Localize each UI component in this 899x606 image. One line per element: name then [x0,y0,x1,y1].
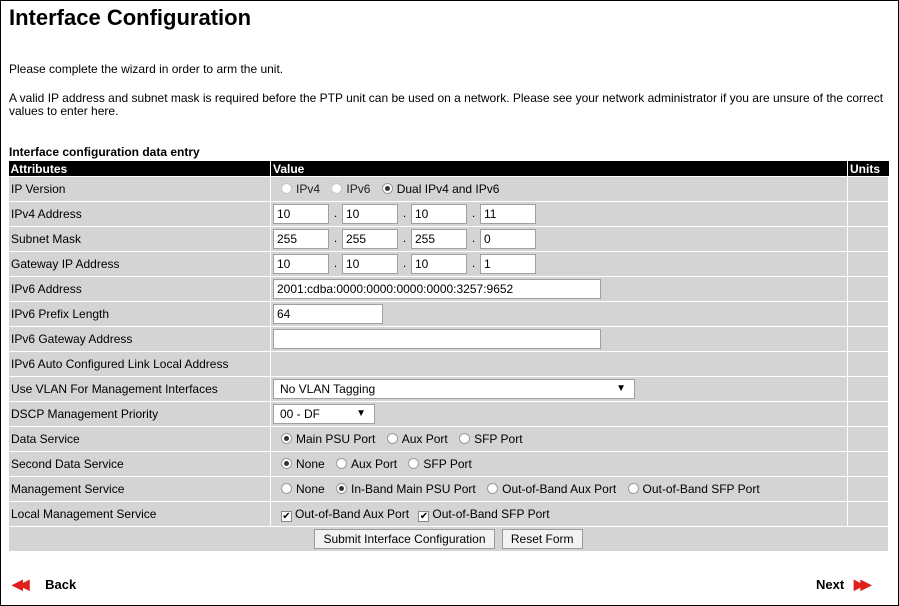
ipv6-prefix-input[interactable]: 64 [273,304,383,324]
local-mgmt-oob-sfp-label: Out-of-Band SFP Port [432,506,550,521]
ip-version-value [271,177,848,202]
header-units: Units [848,161,889,177]
management-service-oob-aux-label: Out-of-Band Aux Port [502,482,617,496]
ip-version-ipv6-label: IPv6 [346,182,371,196]
form-buttons-cell [9,527,889,552]
dscp-value [271,402,848,427]
gateway-octet-3-input[interactable]: 10 [411,254,467,274]
ipv4-address-units [848,202,889,227]
ipv6-address-units [848,277,889,302]
page-title: Interface Configuration [9,5,252,30]
data-service-label: Data Service [9,427,271,452]
ip-version-dual-label: Dual IPv4 and IPv6 [396,182,500,196]
vlan-label: Use VLAN For Management Interfaces [9,377,271,402]
subnet-octet-3-input[interactable]: 255 [411,229,467,249]
table-caption: Interface configuration data entry [9,145,200,159]
subnet-mask-value: 255 . 255 . 255 . 0 [271,227,848,252]
row-local-management-service [9,502,889,527]
header-attributes: Attributes [9,161,271,177]
data-service-units [848,427,889,452]
ipv6-gateway-label: IPv6 Gateway Address [9,327,271,352]
intro-text: Please complete the wizard in order to arm the unit. [9,62,284,76]
row-ipv6-link-local [9,352,889,377]
subnet-octet-2-input[interactable]: 255 [342,229,398,249]
reset-form-button[interactable]: Reset Form [502,529,583,549]
table-header-row [9,161,889,177]
dscp-label: DSCP Management Priority [9,402,271,427]
submit-interface-configuration-button[interactable]: Submit Interface Configuration [314,529,494,549]
ipv4-address-value: 10 . 10 . 10 . 11 [271,202,848,227]
subnet-octet-4-input[interactable]: 0 [480,229,536,249]
second-data-service-units [848,452,889,477]
row-ipv4-address [9,202,889,227]
row-form-buttons [9,527,889,552]
gateway-octet-2-input[interactable]: 10 [342,254,398,274]
ipv6-link-local-value [271,352,848,377]
management-service-none-label: None [296,482,325,496]
ipv6-prefix-units [848,302,889,327]
subnet-octet-1-input[interactable]: 255 [273,229,329,249]
ip-version-dual-radio[interactable] [382,183,393,194]
ipv6-gateway-value [271,327,848,352]
row-gateway-ip [9,252,889,277]
row-subnet-mask [9,227,889,252]
row-ipv6-prefix [9,302,889,327]
row-management-service [9,477,889,502]
ipv4-octet-2-input[interactable]: 10 [342,204,398,224]
ipv6-gateway-input[interactable] [273,329,601,349]
gateway-ip-value: 10 . 10 . 10 . 1 [271,252,848,277]
ipv6-link-local-units [848,352,889,377]
ipv4-octet-4-input[interactable]: 11 [480,204,536,224]
ipv6-address-value [271,277,848,302]
data-service-main-psu-label: Main PSU Port [296,432,376,446]
ipv6-prefix-value [271,302,848,327]
local-management-service-label: Local Management Service [9,502,271,527]
description-text: A valid IP address and subnet mask is required before the PTP unit can be used on a network. Please see your network administrator if you are unsure of the correct values to enter here. [9,91,884,118]
gateway-ip-units [848,252,889,277]
data-service-aux-radio[interactable] [387,433,398,444]
ipv6-address-label: IPv6 Address [9,277,271,302]
ipv6-address-input[interactable]: 2001:cdba:0000:0000:0000:0000:3257:9652 [273,279,601,299]
header-value: Value [271,161,848,177]
interface-config-table [8,161,889,552]
vlan-select-value: No VLAN Tagging [280,382,376,396]
management-service-oob-aux-radio[interactable] [487,483,498,494]
data-service-sfp-label: SFP Port [474,432,523,446]
ipv6-prefix-label: IPv6 Prefix Length [9,302,271,327]
management-service-inband-label: In-Band Main PSU Port [351,482,476,496]
vlan-select[interactable] [273,379,635,399]
second-data-service-none-label: None [296,457,325,471]
row-second-data-service [9,452,889,477]
next-link[interactable] [816,576,867,593]
ip-version-ipv4-radio[interactable] [281,183,292,194]
local-management-service-units [848,502,889,527]
second-data-service-aux-label: Aux Port [351,457,398,471]
vlan-units [848,377,889,402]
row-dscp [9,402,889,427]
row-data-service [9,427,889,452]
vlan-value [271,377,848,402]
management-service-oob-sfp-label: Out-of-Band SFP Port [642,482,760,496]
data-service-main-psu-radio[interactable] [281,433,292,444]
ip-version-ipv4-label: IPv4 [296,182,321,196]
dscp-select-value: 00 - DF [280,407,321,421]
ip-version-units [848,177,889,202]
double-arrow-right-icon: ▶▶ [853,576,868,592]
management-service-inband-radio[interactable] [336,483,347,494]
second-data-service-sfp-radio[interactable] [408,458,419,469]
second-data-service-sfp-label: SFP Port [423,457,472,471]
management-service-oob-sfp-radio[interactable] [628,483,639,494]
row-ipv6-gateway [9,327,889,352]
local-management-service-value [271,502,848,527]
second-data-service-aux-radio[interactable] [336,458,347,469]
second-data-service-none-radio[interactable] [281,458,292,469]
dscp-select[interactable] [273,404,375,424]
ipv4-octet-1-input[interactable]: 10 [273,204,329,224]
row-vlan [9,377,889,402]
double-arrow-left-icon: ◀◀ [12,576,26,592]
ipv6-gateway-units [848,327,889,352]
ipv4-address-label: IPv4 Address [9,202,271,227]
chevron-down-icon: ▼ [356,408,366,419]
row-ipv6-address [9,277,889,302]
subnet-mask-label: Subnet Mask [9,227,271,252]
management-service-units [848,477,889,502]
data-service-sfp-radio[interactable] [459,433,470,444]
data-service-value [271,427,848,452]
ipv4-octet-3-input[interactable]: 10 [411,204,467,224]
local-mgmt-oob-sfp-checkbox[interactable]: ✔ [419,510,429,522]
management-service-value [271,477,848,502]
gateway-octet-1-input[interactable]: 10 [273,254,329,274]
ip-version-ipv6-radio[interactable] [331,183,342,194]
subnet-mask-units [848,227,889,252]
next-label: Next [816,577,845,592]
back-link[interactable] [12,576,76,593]
gateway-ip-label: Gateway IP Address [9,252,271,277]
chevron-down-icon: ▼ [616,383,626,394]
management-service-label: Management Service [9,477,271,502]
second-data-service-label: Second Data Service [9,452,271,477]
local-mgmt-oob-aux-label: Out-of-Band Aux Port [295,506,410,521]
management-service-none-radio[interactable] [281,483,292,494]
local-mgmt-oob-aux-checkbox[interactable]: ✔ [282,510,291,522]
ipv6-link-local-label: IPv6 Auto Configured Link Local Address [9,352,271,377]
ip-version-label: IP Version [9,177,271,202]
dscp-units [848,402,889,427]
back-label: Back [45,577,77,592]
second-data-service-value [271,452,848,477]
row-ip-version [9,177,889,202]
data-service-aux-label: Aux Port [401,432,448,446]
gateway-octet-4-input[interactable]: 1 [480,254,536,274]
